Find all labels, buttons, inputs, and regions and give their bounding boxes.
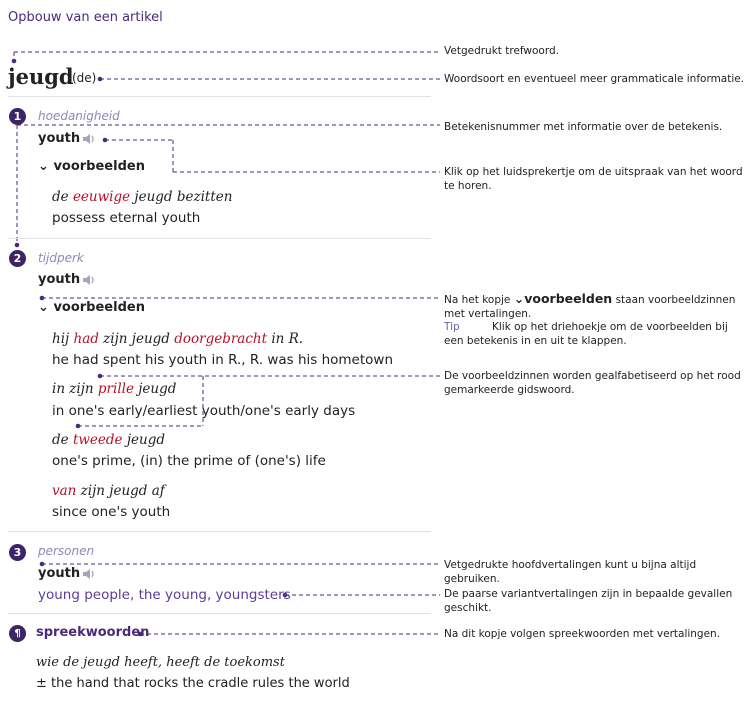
examples-heading: voorbeelden <box>53 159 145 174</box>
note-grammar: Woordsoort en eventueel meer grammaticale informatie. <box>444 73 745 85</box>
proverbs-symbol: ¶ <box>9 625 26 642</box>
sense-number-badge: 2 <box>9 250 26 267</box>
guide-word: prille <box>97 381 134 397</box>
headword: jeugd <box>8 64 74 89</box>
proverbs-heading: spreekwoorden <box>36 625 150 640</box>
note-headword: Vetgedrukt trefwoord. <box>444 45 559 57</box>
examples-toggle[interactable] <box>38 300 145 315</box>
divider <box>8 96 431 97</box>
guide-word: eeuwige <box>72 189 131 205</box>
note-sense-number: Betekenisnummer met informatie over de betekenis. <box>444 121 723 133</box>
sense-label: tijdperk <box>38 251 84 265</box>
examples-heading: voorbeelden <box>53 300 145 315</box>
chevron-down-icon: ⌄ <box>38 300 49 315</box>
proverb-translation: ± the hand that rocks the cradle rules the world <box>36 676 350 691</box>
speaker-icon[interactable] <box>82 132 96 146</box>
main-translation: youth <box>38 566 81 581</box>
example-translation: he had spent his youth in R., R. was his hometown <box>52 352 394 368</box>
sense-label: hoedanigheid <box>38 109 120 123</box>
divider <box>8 531 431 532</box>
main-translation: youth <box>38 131 81 146</box>
note-guide-word: De voorbeeldzinnen worden gealfabetiseerd op het rood gemarkeerde gidswoord. <box>444 370 741 396</box>
note-examples: Na het kopje ⌄voorbeelden staan voorbeeldzinnen met vertalingen. <box>444 291 736 320</box>
example-sentence: van zijn jeugd af <box>52 483 165 499</box>
chevron-down-icon: ⌄ <box>38 159 49 174</box>
divider <box>8 238 431 239</box>
speaker-icon[interactable] <box>82 567 96 581</box>
grammar-info: (de) <box>72 71 97 85</box>
example-translation: in one's early/earliest youth/one's early days <box>52 403 356 419</box>
example-sentence: in zijn prille jeugd <box>52 381 177 397</box>
example-translation: since one's youth <box>52 504 171 520</box>
main-translation: youth <box>38 272 81 287</box>
guide-word: van <box>52 483 77 499</box>
example-sentence: de tweede jeugd <box>52 432 165 448</box>
guide-word: tweede <box>72 432 123 448</box>
note-proverbs: Na dit kopje volgen spreekwoorden met vertalingen. <box>444 628 721 640</box>
speaker-icon[interactable] <box>82 273 96 287</box>
examples-toggle[interactable] <box>38 159 145 174</box>
note-variant-translation: De paarse variantvertalingen zijn in bepaalde gevallen geschikt. <box>444 588 733 614</box>
note-speaker: Klik op het luidsprekertje om de uitspraak van het woord te horen. <box>444 166 743 192</box>
page-title: Opbouw van een artikel <box>8 10 163 25</box>
sense-number-badge: 1 <box>9 108 26 125</box>
guide-word: doorgebracht <box>174 331 268 347</box>
example-translation: one's prime, (in) the prime of (one's) life <box>52 453 326 469</box>
note-main-translation: Vetgedrukte hoofdvertalingen kunt u bijna altijd gebruiken. <box>444 559 697 585</box>
note-tip: Tip Klik op het driehoekje om de voorbeelden bij een betekenis in en uit te klappen. <box>444 321 728 347</box>
example-translation: possess eternal youth <box>52 210 201 226</box>
sense-number-badge: 3 <box>9 544 26 561</box>
guide-word: had <box>73 331 99 347</box>
sense-label: personen <box>38 544 95 558</box>
proverb: wie de jeugd heeft, heeft de toekomst <box>36 655 285 670</box>
variant-translations: young people, the young, youngsters <box>38 587 291 603</box>
example-sentence: hij had zijn jeugd doorgebracht in R. <box>52 331 304 347</box>
divider <box>8 613 431 614</box>
example-sentence: de eeuwige jeugd bezitten <box>52 189 233 205</box>
tip-label: Tip <box>444 321 460 333</box>
